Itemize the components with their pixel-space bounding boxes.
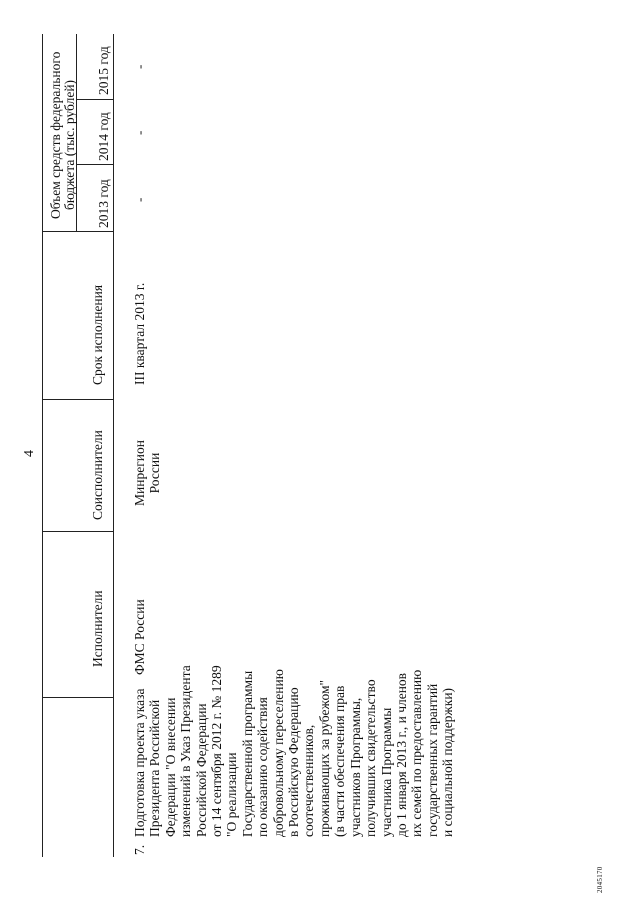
description-line: Российской Федерации: [193, 703, 209, 837]
description-line: участников Программы,: [347, 697, 363, 837]
description-line: Подготовка проекта указа: [132, 688, 147, 837]
document-id: 2045170: [596, 866, 604, 893]
header-year-2015: 2015 год: [96, 46, 111, 95]
header-year-2014: 2014 год: [96, 112, 111, 161]
row-budget-2015: -: [132, 64, 147, 69]
description-line: Федерации "О внесении: [162, 697, 178, 837]
coexecutor-line: России: [147, 452, 163, 494]
description-line: от 14 сентября 2012 г. № 1289: [209, 665, 225, 837]
row-number: 7.: [132, 844, 147, 855]
row-budget-2014: -: [132, 130, 147, 135]
header-deadline: Срок исполнения: [90, 284, 105, 385]
description-line: до 1 января 2013 г., и членов: [393, 672, 409, 837]
row-executor: ФМС России: [132, 599, 147, 675]
header-coexecutors: Соисполнители: [90, 430, 105, 520]
table-header-bottom-border: [113, 34, 114, 857]
description-line: соотечественников,: [301, 724, 317, 837]
header-budget-line1: Объем средств федерального: [48, 51, 63, 219]
description-line: участника Программы: [378, 707, 394, 837]
row-deadline: III квартал 2013 г.: [132, 282, 147, 385]
row-budget-2013: -: [132, 197, 147, 202]
year-divider-1: [76, 164, 114, 165]
column-divider-2: [42, 531, 114, 532]
page-number: 4: [22, 450, 37, 457]
description-line: изменений в Указ Президента: [178, 665, 194, 837]
header-budget-line2: бюджета (тыс. рублей): [62, 79, 77, 210]
description-line: (в части обеспечения прав: [332, 685, 348, 837]
row-coexecutor: [132, 438, 163, 508]
coexecutor-line: Минрегион: [132, 440, 147, 506]
column-divider-4: [42, 231, 114, 232]
table-top-border: [42, 34, 43, 857]
column-divider-1: [42, 697, 114, 698]
description-line: "О реализации: [224, 752, 240, 837]
header-executors: Исполнители: [90, 590, 105, 667]
description-line: проживающих за рубежом": [316, 679, 332, 837]
description-line: государственных гарантий: [424, 683, 440, 837]
description-line: Президента Российской: [147, 699, 163, 837]
column-divider-3: [42, 399, 114, 400]
row-description: [132, 637, 456, 837]
description-line: по оказанию содействия: [255, 697, 271, 837]
header-year-2013: 2013 год: [96, 179, 111, 228]
description-line: в Российскую Федерацию: [286, 687, 302, 837]
description-line: добровольному переселению: [270, 669, 286, 837]
year-divider-2: [76, 99, 114, 100]
description-line: получивших свидетельство: [363, 679, 379, 837]
description-line: Государственной программы: [239, 670, 255, 837]
description-line: и социальной поддержки): [440, 687, 456, 837]
description-line: их семей по предоставлению: [409, 669, 425, 837]
